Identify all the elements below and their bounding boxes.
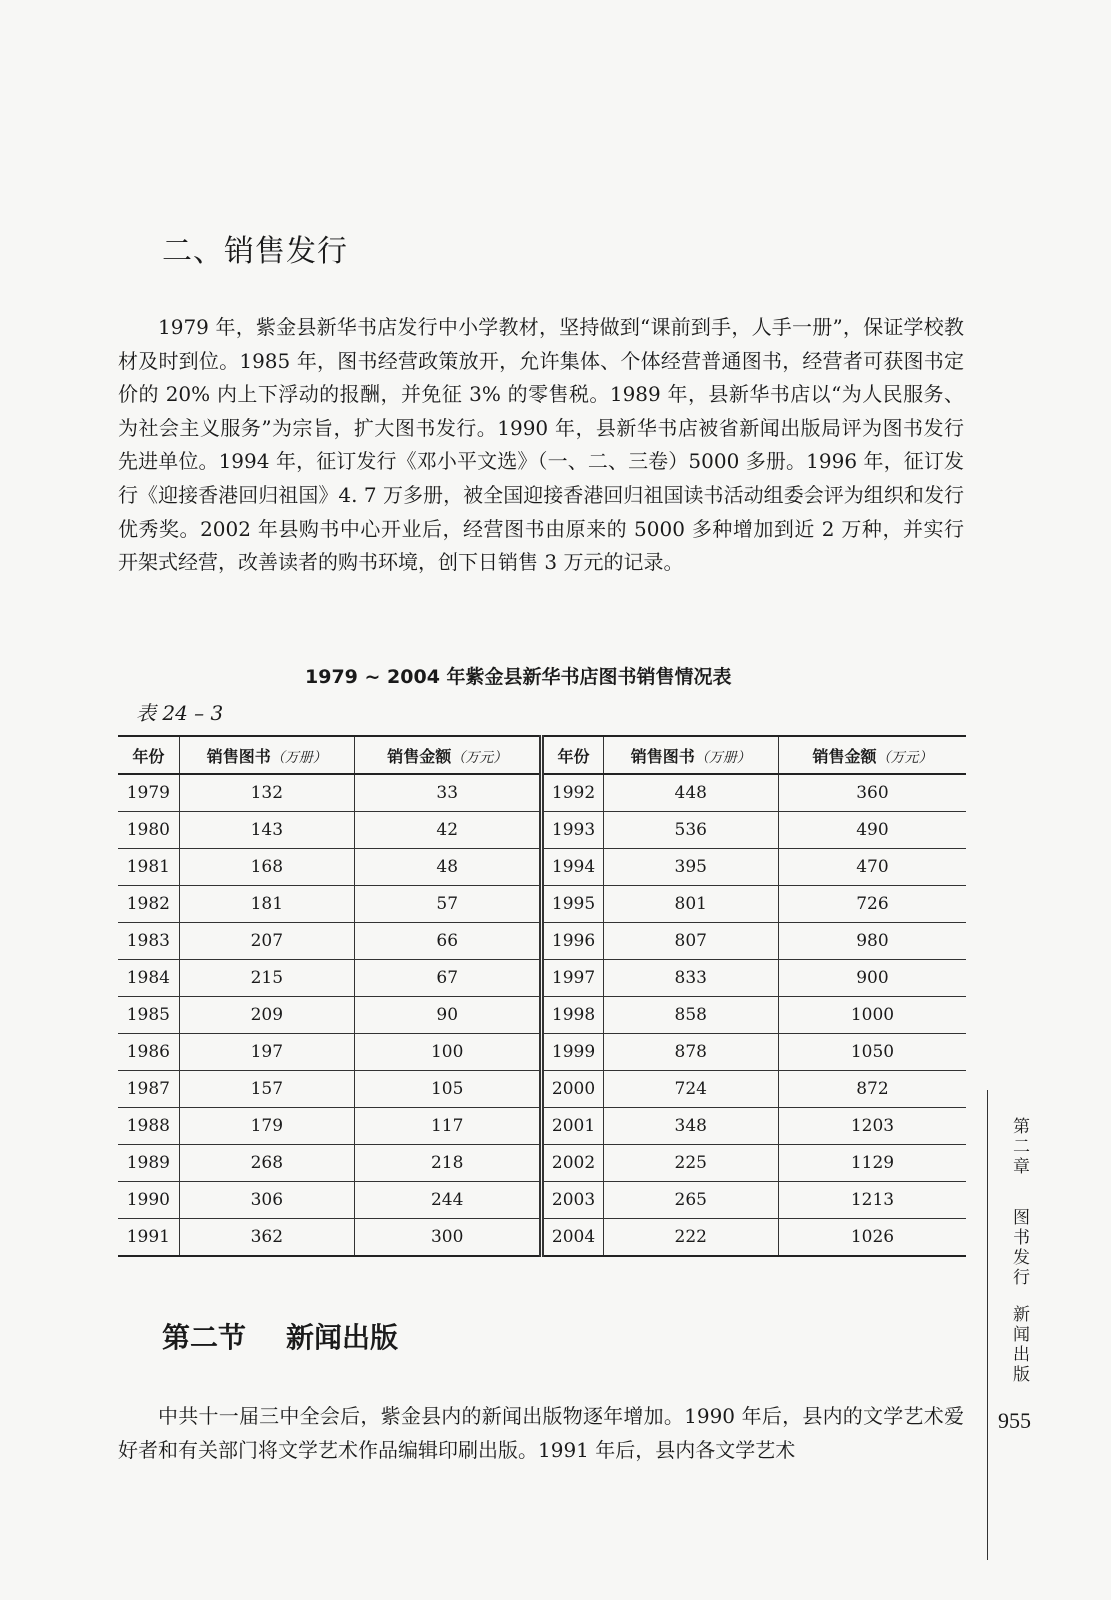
cell-books: 858: [603, 997, 778, 1034]
running-section-2: 新闻出版: [1009, 1305, 1029, 1385]
header-books: 销售图书（万册）: [179, 736, 354, 774]
cell-books: 833: [603, 960, 778, 997]
cell-year: 2001: [542, 1108, 603, 1145]
subsection-heading: 二、销售发行: [162, 234, 348, 269]
cell-year: 1991: [118, 1219, 179, 1257]
cell-year: 1997: [542, 960, 603, 997]
cell-year: 1981: [118, 849, 179, 886]
cell-amount: 900: [778, 960, 966, 997]
cell-books: 209: [179, 997, 354, 1034]
table-row: [118, 1071, 966, 1108]
cell-books: 222: [603, 1219, 778, 1257]
cell-amount: 360: [778, 774, 966, 812]
cell-amount: 42: [354, 812, 542, 849]
cell-books: 724: [603, 1071, 778, 1108]
cell-books: 801: [603, 886, 778, 923]
cell-amount: 1026: [778, 1219, 966, 1257]
cell-amount: 1000: [778, 997, 966, 1034]
table-row: [118, 1034, 966, 1071]
cell-books: 306: [179, 1182, 354, 1219]
table-row: [118, 997, 966, 1034]
cell-amount: 726: [778, 886, 966, 923]
news-paragraph: 中共十一届三中全会后，紫金县内的新闻出版物逐年增加。1990 年后，县内的文学艺术爱好者和有关部门将文学艺术作品编辑印刷出版。1991 年后，县内各文学艺术: [118, 1404, 964, 1462]
table-row: [118, 960, 966, 997]
cell-year: 2004: [542, 1219, 603, 1257]
table-row: [118, 923, 966, 960]
cell-amount: 48: [354, 849, 542, 886]
header-year: 年份: [118, 736, 179, 774]
cell-year: 1984: [118, 960, 179, 997]
header-amount-2: 销售金额（万元）: [778, 736, 966, 774]
table-row: [118, 1182, 966, 1219]
cell-amount: 300: [354, 1219, 542, 1257]
cell-books: 807: [603, 923, 778, 960]
cell-amount: 117: [354, 1108, 542, 1145]
cell-amount: 1203: [778, 1108, 966, 1145]
table-row: [118, 1145, 966, 1182]
table-row: [118, 774, 966, 812]
cell-amount: 90: [354, 997, 542, 1034]
cell-amount: 470: [778, 849, 966, 886]
running-chapter: 第二章: [1009, 1117, 1029, 1177]
table-row: [118, 849, 966, 886]
table-row: [118, 1108, 966, 1145]
cell-books: 878: [603, 1034, 778, 1071]
page-number: 955: [998, 1408, 1031, 1433]
cell-year: 1983: [118, 923, 179, 960]
cell-books: 265: [603, 1182, 778, 1219]
cell-books: 268: [179, 1145, 354, 1182]
cell-books: 536: [603, 812, 778, 849]
cell-year: 1995: [542, 886, 603, 923]
cell-amount: 1050: [778, 1034, 966, 1071]
cell-amount: 490: [778, 812, 966, 849]
cell-year: 1982: [118, 886, 179, 923]
cell-year: 1979: [118, 774, 179, 812]
cell-amount: 1213: [778, 1182, 966, 1219]
cell-books: 207: [179, 923, 354, 960]
cell-year: 1986: [118, 1034, 179, 1071]
table-row: [118, 1219, 966, 1257]
cell-books: 362: [179, 1219, 354, 1257]
cell-year: 1999: [542, 1034, 603, 1071]
cell-amount: 67: [354, 960, 542, 997]
cell-amount: 100: [354, 1034, 542, 1071]
cell-amount: 105: [354, 1071, 542, 1108]
cell-books: 143: [179, 812, 354, 849]
cell-amount: 57: [354, 886, 542, 923]
cell-year: 1988: [118, 1108, 179, 1145]
cell-amount: 66: [354, 923, 542, 960]
cell-year: 1980: [118, 812, 179, 849]
header-amount: 销售金额（万元）: [354, 736, 542, 774]
table-title: 1979 ~ 2004 年紫金县新华书店图书销售情况表: [305, 666, 732, 688]
cell-year: 2002: [542, 1145, 603, 1182]
cell-amount: 1129: [778, 1145, 966, 1182]
cell-books: 181: [179, 886, 354, 923]
cell-year: 1993: [542, 812, 603, 849]
cell-books: 215: [179, 960, 354, 997]
cell-amount: 218: [354, 1145, 542, 1182]
running-section-1: 图书发行: [1009, 1208, 1029, 1288]
cell-year: 1985: [118, 997, 179, 1034]
cell-amount: 980: [778, 923, 966, 960]
cell-books: 197: [179, 1034, 354, 1071]
cell-amount: 872: [778, 1071, 966, 1108]
table-number: 表 24 – 3: [136, 701, 224, 725]
cell-books: 448: [603, 774, 778, 812]
cell-year: 2000: [542, 1071, 603, 1108]
cell-amount: 33: [354, 774, 542, 812]
margin-divider: [987, 1090, 988, 1560]
cell-books: 395: [603, 849, 778, 886]
cell-year: 1996: [542, 923, 603, 960]
cell-amount: 244: [354, 1182, 542, 1219]
table-row: [118, 812, 966, 849]
table-row: [118, 886, 966, 923]
section-title: 第二节 新闻出版: [162, 1321, 399, 1354]
cell-year: 1990: [118, 1182, 179, 1219]
sales-table: [118, 735, 966, 1257]
cell-books: 179: [179, 1108, 354, 1145]
cell-year: 2003: [542, 1182, 603, 1219]
cell-year: 1989: [118, 1145, 179, 1182]
header-books-2: 销售图书（万册）: [603, 736, 778, 774]
cell-year: 1987: [118, 1071, 179, 1108]
cell-year: 1994: [542, 849, 603, 886]
table-header-row: [118, 736, 966, 774]
cell-books: 132: [179, 774, 354, 812]
cell-year: 1992: [542, 774, 603, 812]
cell-year: 1998: [542, 997, 603, 1034]
cell-books: 157: [179, 1071, 354, 1108]
sales-paragraph: 1979 年，紫金县新华书店发行中小学教材，坚持做到“课前到手，人手一册”，保证学校教材及时到位。1985 年，图书经营政策放开，允许集体、个体经营普通图书，经营者可获图书定价的 20% 内上下浮动的报酬，并免征 3% 的零售税。1989 年，县新华书店以“为人民服务、为社会主义服务”为宗旨，扩大图书发行。1990 年，县新华书店被省新闻出版局评为图书发行先进单位。1994 年，征订发行《邓小平文选》（一、二、三卷）5000 多册。1996 年，征订发行《迎接香港回归祖国》4. 7 万多册，被全国迎接香港回归祖国读书活动组委会评为组织和发行优秀奖。2002 年县购书中心开业后，经营图书由原来的 5000 多种增加到近 2 万种，并实行开架式经营，改善读者的购书环境，创下日销售 3 万元的记录。: [118, 315, 964, 575]
cell-books: 225: [603, 1145, 778, 1182]
cell-books: 348: [603, 1108, 778, 1145]
header-year-2: 年份: [542, 736, 603, 774]
cell-books: 168: [179, 849, 354, 886]
